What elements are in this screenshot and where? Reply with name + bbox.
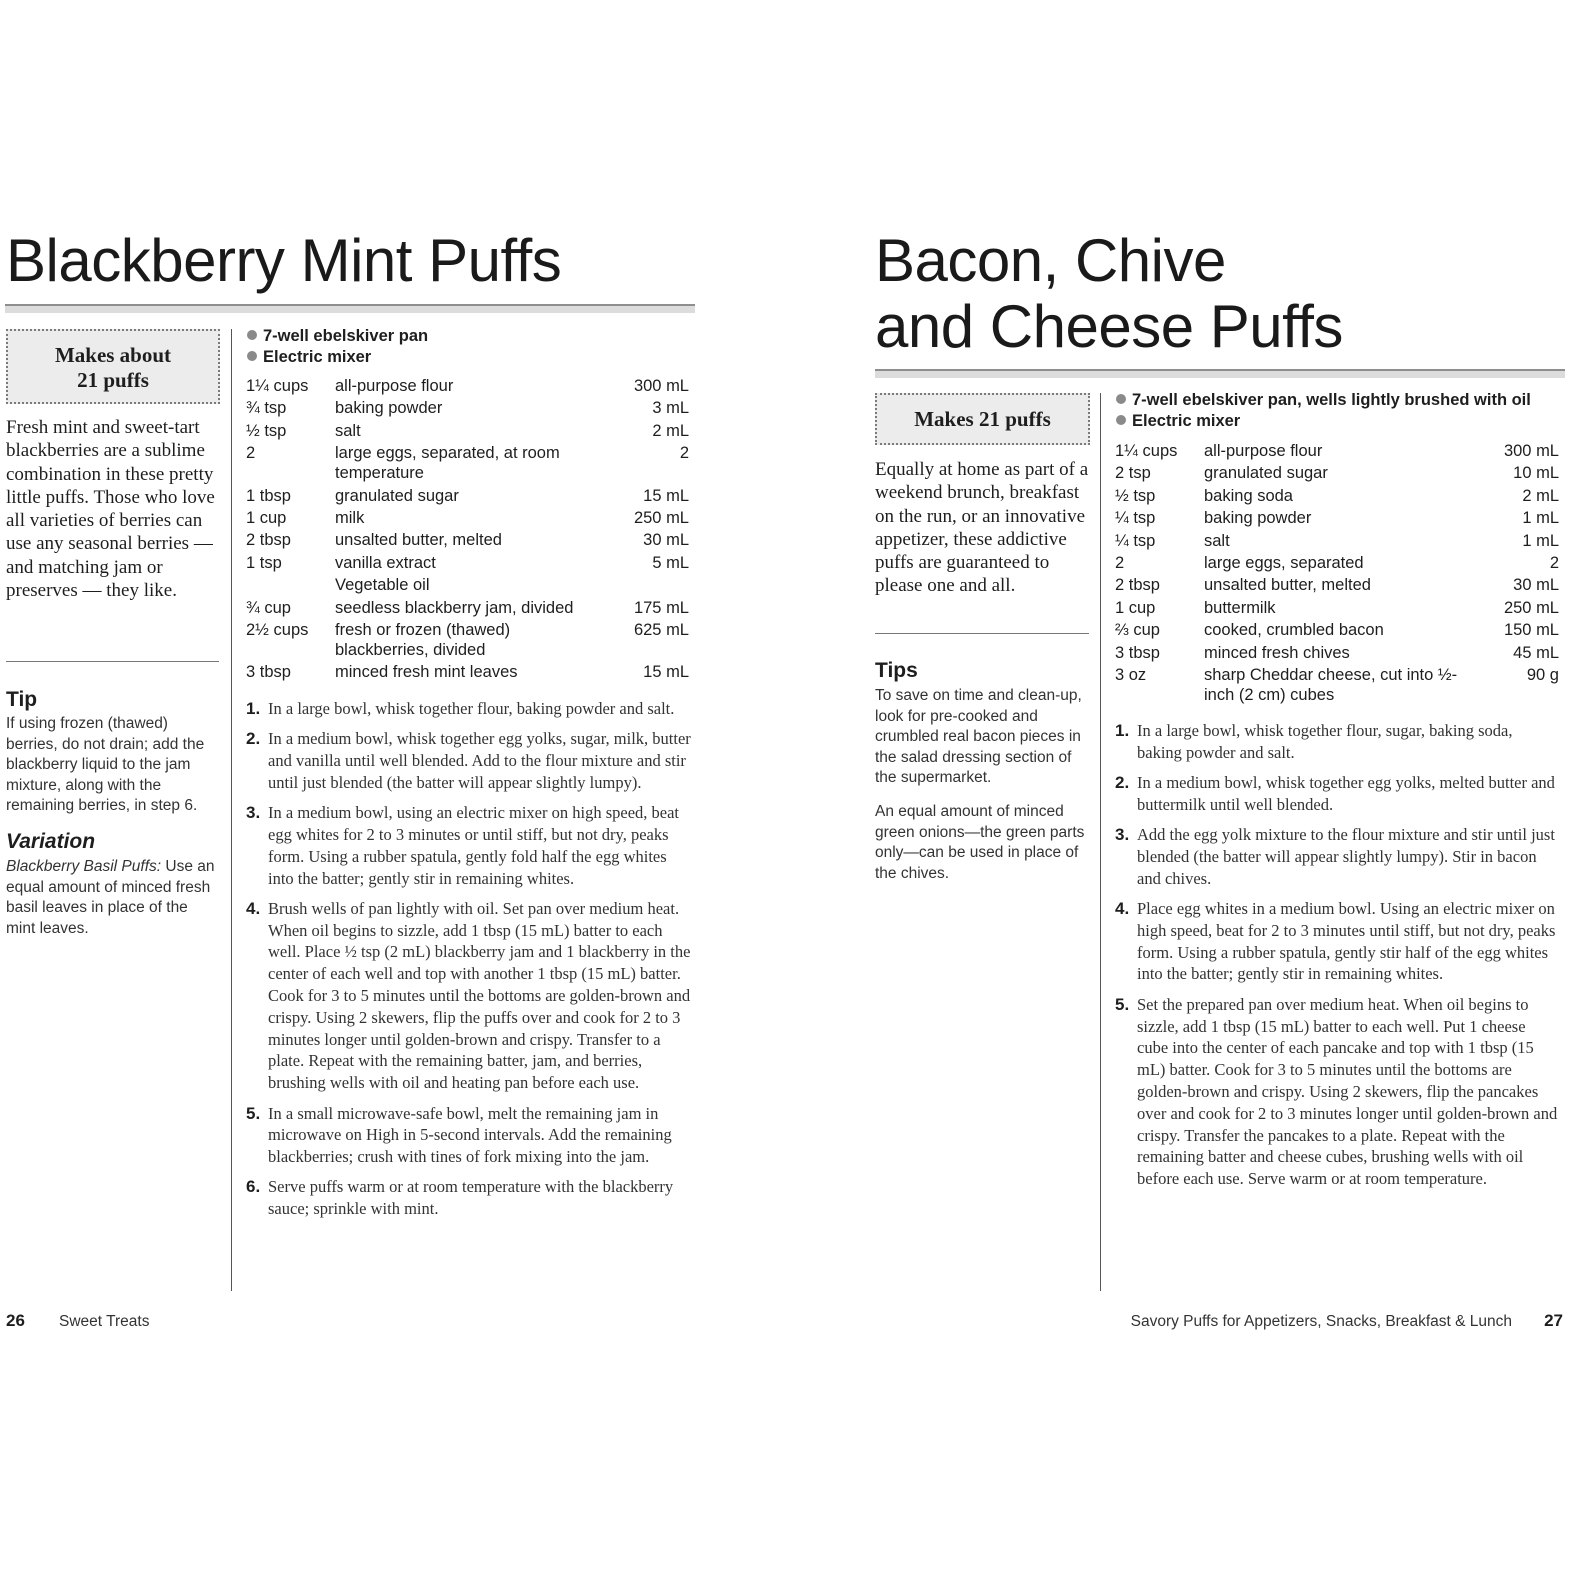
- step-text: In a small microwave-safe bowl, melt the remaining jam in microwave on High in 5-second intervals. Add the remaining blackberries; crush with tines of fork mixing into the jam.: [268, 1103, 672, 1167]
- ingredient-name: milk: [335, 508, 365, 527]
- equipment-label: 7-well ebelskiver pan, wells lightly brushed with oil: [1132, 391, 1531, 409]
- ingredient-row: [246, 620, 689, 660]
- ingredient-metric: 1 mL: [1522, 531, 1559, 550]
- title-rule: [875, 369, 1565, 378]
- equipment-label: Electric mixer: [1132, 412, 1241, 430]
- step-number: 1.: [1115, 721, 1130, 740]
- ingredient-metric: [599, 575, 689, 595]
- column-divider: [1100, 393, 1101, 1291]
- ingredient-row: [1115, 643, 1559, 663]
- recipe-title: Blackberry Mint Puffs: [6, 227, 562, 294]
- ingredient-amount: 2: [1115, 553, 1125, 572]
- step-text: In a large bowl, whisk together flour, sugar, baking soda, baking powder and salt.: [1137, 721, 1513, 762]
- equipment-item: [247, 326, 687, 347]
- tip-text-2: An equal amount of minced green onions—the green parts only—can be used in place of the chives.: [875, 803, 1085, 882]
- ingredient-amount: 2 tbsp: [246, 531, 291, 550]
- yield-line-1: Makes about: [54, 343, 172, 367]
- ingredient-amount: 1¼ cups: [1115, 442, 1178, 460]
- ingredient-name: buttermilk: [1204, 598, 1276, 617]
- ingredient-list: [1115, 441, 1559, 707]
- ingredient-metric: 2 mL: [652, 421, 689, 440]
- ingredient-row: [246, 421, 689, 441]
- right-page: [784, 0, 1569, 1569]
- yield-box: [875, 393, 1090, 445]
- title-line-1: Bacon, Chive: [875, 227, 1226, 294]
- ingredient-amount: 2 tsp: [1115, 464, 1151, 483]
- ingredient-amount: 2: [246, 444, 256, 463]
- ingredient-name: unsalted butter, melted: [1204, 576, 1371, 595]
- ingredient-name: vanilla extract: [335, 553, 436, 572]
- step-number: 3.: [246, 803, 261, 823]
- bullet-icon: [247, 351, 257, 361]
- equipment-item: [1116, 411, 1566, 432]
- ingredient-metric: 2 mL: [1522, 486, 1559, 505]
- ingredient-metric: 2: [1549, 553, 1559, 572]
- yield-line-2: 21 puffs: [77, 368, 149, 392]
- step-item: [246, 728, 696, 793]
- variation-heading: Variation: [6, 830, 96, 853]
- step-number: 5.: [1115, 994, 1130, 1014]
- step-item: [246, 1103, 696, 1168]
- ingredient-amount: 1 cup: [246, 508, 287, 527]
- step-number: 2.: [246, 729, 261, 749]
- bullet-icon: [1116, 415, 1126, 425]
- step-text: In a medium bowl, using an electric mixer on high speed, beat egg whites for 2 to 3 minutes or until stiff, but not dry, peaks form. Using a rubber spatula, gently fold half the egg whites into the batter; gently stir in remaining whites.: [268, 803, 680, 888]
- step-number: 6.: [246, 1177, 261, 1197]
- equipment-item: [1116, 390, 1566, 411]
- ingredient-amount: 3 oz: [1115, 665, 1147, 684]
- ingredient-row: [1115, 620, 1559, 640]
- ingredient-metric: 1 mL: [1522, 509, 1559, 528]
- ingredient-name: all-purpose flour: [335, 377, 454, 395]
- ingredient-name: large eggs, separated: [1204, 553, 1364, 572]
- ingredient-amount: 1¼ cups: [246, 377, 309, 395]
- ingredient-metric: 15 mL: [643, 663, 689, 682]
- ingredient-row: [246, 398, 689, 418]
- recipe-title: [875, 228, 1343, 360]
- ingredient-metric: 2: [679, 444, 689, 463]
- ingredient-name: baking soda: [1204, 486, 1293, 505]
- ingredient-metric: 5 mL: [652, 553, 689, 572]
- step-text: Place egg whites in a medium bowl. Using an electric mixer on high speed, beat for 2 to 3 minutes until stiff, but not dry, peaks form. Using a rubber spatula, gently stir half of the egg whites into the batter; gently stir in remaining whites.: [1137, 899, 1556, 984]
- ingredient-row: [1115, 441, 1559, 461]
- ingredient-metric: 30 mL: [1513, 576, 1559, 595]
- ingredient-row: [246, 662, 689, 682]
- ingredient-amount: ½ tsp: [1115, 486, 1156, 505]
- ingredient-row: [246, 443, 689, 483]
- ingredient-row: [1115, 665, 1559, 705]
- step-item: [1115, 898, 1560, 985]
- ingredient-amount: ¾ tsp: [246, 399, 287, 418]
- recipe-intro: Equally at home as part of a weekend brunch, breakfast on the run, or an innovative appetizer, these addictive puffs are guaranteed to please one and all.: [875, 459, 1089, 597]
- step-item: [246, 802, 696, 889]
- tips-heading: Tips: [875, 659, 918, 682]
- ingredient-metric: 150 mL: [1503, 621, 1559, 640]
- ingredient-name: baking powder: [335, 399, 443, 418]
- step-item: [1115, 824, 1560, 889]
- ingredient-metric: 250 mL: [633, 508, 689, 527]
- section-name: Savory Puffs for Appetizers, Snacks, Breakfast & Lunch: [1130, 1313, 1512, 1330]
- step-text: In a large bowl, whisk together flour, baking powder and salt.: [268, 699, 675, 718]
- ingredient-amount: [246, 575, 335, 595]
- ingredient-row: [1115, 598, 1559, 618]
- step-number: 1.: [246, 699, 261, 718]
- ingredient-amount: 3 tbsp: [246, 663, 291, 682]
- step-item: [246, 898, 696, 1094]
- step-text: Add the egg yolk mixture to the flour mixture and stir until just blended (the batter will appear slightly lumpy). Stir in bacon and chives.: [1137, 825, 1555, 888]
- ingredient-metric: 90 g: [1526, 665, 1559, 684]
- sidebar-divider: [875, 633, 1089, 634]
- bullet-icon: [247, 330, 257, 340]
- ingredient-row: [246, 553, 689, 573]
- ingredient-amount: ½ tsp: [246, 421, 287, 440]
- ingredient-row: [1115, 575, 1559, 595]
- equipment-label: 7-well ebelskiver pan: [263, 327, 429, 345]
- ingredient-row: [246, 598, 689, 618]
- ingredient-metric: 10 mL: [1513, 464, 1559, 483]
- ingredient-row: [1115, 463, 1559, 483]
- step-text: In a medium bowl, whisk together egg yolks, sugar, milk, butter and vanilla until well blended. Add to the flour mixture and stir until just blended (the batter will appear slightly lumpy).: [268, 729, 691, 792]
- ingredient-name: seedless blackberry jam, divided: [335, 598, 574, 617]
- ingredient-amount: ¾ cup: [246, 598, 291, 617]
- tip-text-1: To save on time and clean-up, look for pre-cooked and crumbled real bacon pieces in the salad dressing section of the supermarket.: [875, 687, 1082, 786]
- step-item: [246, 698, 696, 720]
- ingredient-metric: 625 mL: [633, 620, 689, 639]
- equipment-list: [1116, 390, 1566, 432]
- step-number: 4.: [1115, 899, 1130, 919]
- sidebar-divider: [6, 661, 219, 662]
- ingredient-metric: 15 mL: [643, 486, 689, 505]
- ingredient-amount: 2 tbsp: [1115, 576, 1160, 595]
- ingredient-metric: 45 mL: [1513, 643, 1559, 662]
- ingredient-row: [1115, 508, 1559, 528]
- step-text: In a medium bowl, whisk together egg yolks, melted butter and buttermilk until well blended.: [1137, 773, 1555, 814]
- ingredient-metric: 300 mL: [1503, 442, 1559, 460]
- recipe-intro: Fresh mint and sweet-tart blackberries are a sublime combination in these pretty little puffs. Those who love all varieties of berries can use any seasonal berries — and matching jam or preserves — they like.: [6, 417, 215, 602]
- ingredient-metric: 3 mL: [652, 399, 689, 418]
- ingredient-row: [1115, 486, 1559, 506]
- ingredient-name: fresh or frozen (thawed) blackberries, divided: [335, 620, 511, 659]
- ingredient-name: large eggs, separated, at room temperature: [335, 444, 560, 483]
- ingredient-row: [246, 508, 689, 528]
- ingredient-amount: ¼ tsp: [1115, 509, 1156, 528]
- ingredient-name: salt: [1204, 531, 1230, 550]
- ingredient-row: [246, 530, 689, 550]
- ingredient-amount: 1 cup: [1115, 598, 1156, 617]
- ingredient-row: [1115, 531, 1559, 551]
- tip-text: If using frozen (thawed) berries, do not drain; add the blackberry liquid to the jam mixture, along with the remaining berries, in step 6.: [6, 715, 205, 814]
- step-text: Brush wells of pan lightly with oil. Set pan over medium heat. When oil begins to sizzle, add 1 tbsp (15 mL) batter to each well. Place ½ tsp (2 mL) blackberry jam and 1 blackberry in the center of each well and top with another 1 tbsp (15 mL) batter. Cook for 3 to 5 minutes until the bottoms are golden-brown and crispy. Using 2 skewers, flip the puffs over and cook for 2 to 3 minutes longer until golden-brown and crispy. Transfer to a plate. Repeat with the remaining batter, jam, and berries, brushing wells with oil and heating pan before each use.: [268, 898, 691, 1093]
- step-number: 5.: [246, 1103, 261, 1123]
- page-number: 26: [6, 1311, 25, 1330]
- ingredient-amount: 1 tbsp: [246, 486, 291, 505]
- step-item: [246, 1176, 696, 1220]
- step-number: 2.: [1115, 773, 1130, 793]
- ingredient-metric: 30 mL: [643, 531, 689, 550]
- method-steps: [1115, 720, 1560, 1198]
- step-number: 4.: [246, 898, 261, 918]
- ingredient-list: [246, 376, 689, 685]
- ingredient-amount: ¼ tsp: [1115, 531, 1156, 550]
- title-line-2: and Cheese Puffs: [875, 293, 1343, 360]
- ingredient-name: Vegetable oil: [335, 576, 430, 595]
- section-name: Sweet Treats: [59, 1313, 150, 1330]
- step-number: 3.: [1115, 825, 1130, 845]
- variation-body: Use an equal amount of minced fresh basil leaves in place of the mint leaves.: [6, 858, 215, 937]
- ingredient-name: unsalted butter, melted: [335, 531, 502, 550]
- ingredient-row: [246, 575, 689, 595]
- ingredient-metric: 300 mL: [633, 377, 689, 395]
- equipment-label: Electric mixer: [263, 348, 372, 366]
- ingredient-name: salt: [335, 421, 361, 440]
- ingredient-metric: 175 mL: [633, 598, 689, 617]
- bullet-icon: [1116, 394, 1126, 404]
- ingredient-name: granulated sugar: [335, 486, 459, 505]
- left-page: [0, 0, 784, 1569]
- variation-text: [6, 857, 220, 939]
- ingredient-row: [246, 376, 689, 396]
- ingredient-row: [246, 486, 689, 506]
- ingredient-name: sharp Cheddar cheese, cut into ½-inch (2 cm) cubes: [1204, 665, 1458, 704]
- ingredient-amount: 3 tbsp: [1115, 643, 1160, 662]
- equipment-item: [247, 347, 687, 368]
- ingredient-name: granulated sugar: [1204, 464, 1328, 483]
- ingredient-name: baking powder: [1204, 509, 1312, 528]
- page-number: 27: [1544, 1311, 1563, 1330]
- step-text: Serve puffs warm or at room temperature with the blackberry sauce; sprinkle with mint.: [268, 1177, 674, 1219]
- ingredient-amount: ⅔ cup: [1115, 621, 1160, 640]
- step-text: Set the prepared pan over medium heat. When oil begins to sizzle, add 1 tbsp (15 mL) batter to each well. Put 1 cheese cube into the center of each pancake and top with 1 tbsp (15 mL) batter. Cook for 3 to 5 minutes until the bottoms are golden-brown and crispy. Using 2 skewers, flip the pancakes over and cook for 2 to 3 minutes longer until golden-brown and crispy. Transfer the pancakes to a plate. Repeat with the remaining batter and cheese cubes, brushing wells with oil before each use. Serve warm or at room temperature.: [1137, 994, 1558, 1189]
- step-item: [1115, 772, 1560, 816]
- ingredient-amount: 1 tsp: [246, 553, 282, 572]
- step-item: [1115, 994, 1560, 1190]
- ingredient-name: minced fresh mint leaves: [335, 663, 518, 682]
- ingredient-name: all-purpose flour: [1204, 442, 1323, 460]
- variation-name: Blackberry Basil Puffs:: [6, 858, 162, 875]
- ingredient-amount: 2½ cups: [246, 620, 309, 639]
- ingredient-row: [1115, 553, 1559, 573]
- yield-box: [6, 329, 220, 404]
- column-divider: [231, 329, 232, 1291]
- step-item: [1115, 720, 1560, 764]
- ingredient-metric: 250 mL: [1503, 598, 1559, 617]
- tip-heading: Tip: [6, 688, 38, 711]
- title-rule: [5, 304, 695, 313]
- ingredient-name: cooked, crumbled bacon: [1204, 621, 1384, 640]
- yield-line: Makes 21 puffs: [914, 407, 1051, 431]
- method-steps: [246, 698, 696, 1229]
- equipment-list: [247, 326, 687, 368]
- ingredient-name: minced fresh chives: [1204, 643, 1350, 662]
